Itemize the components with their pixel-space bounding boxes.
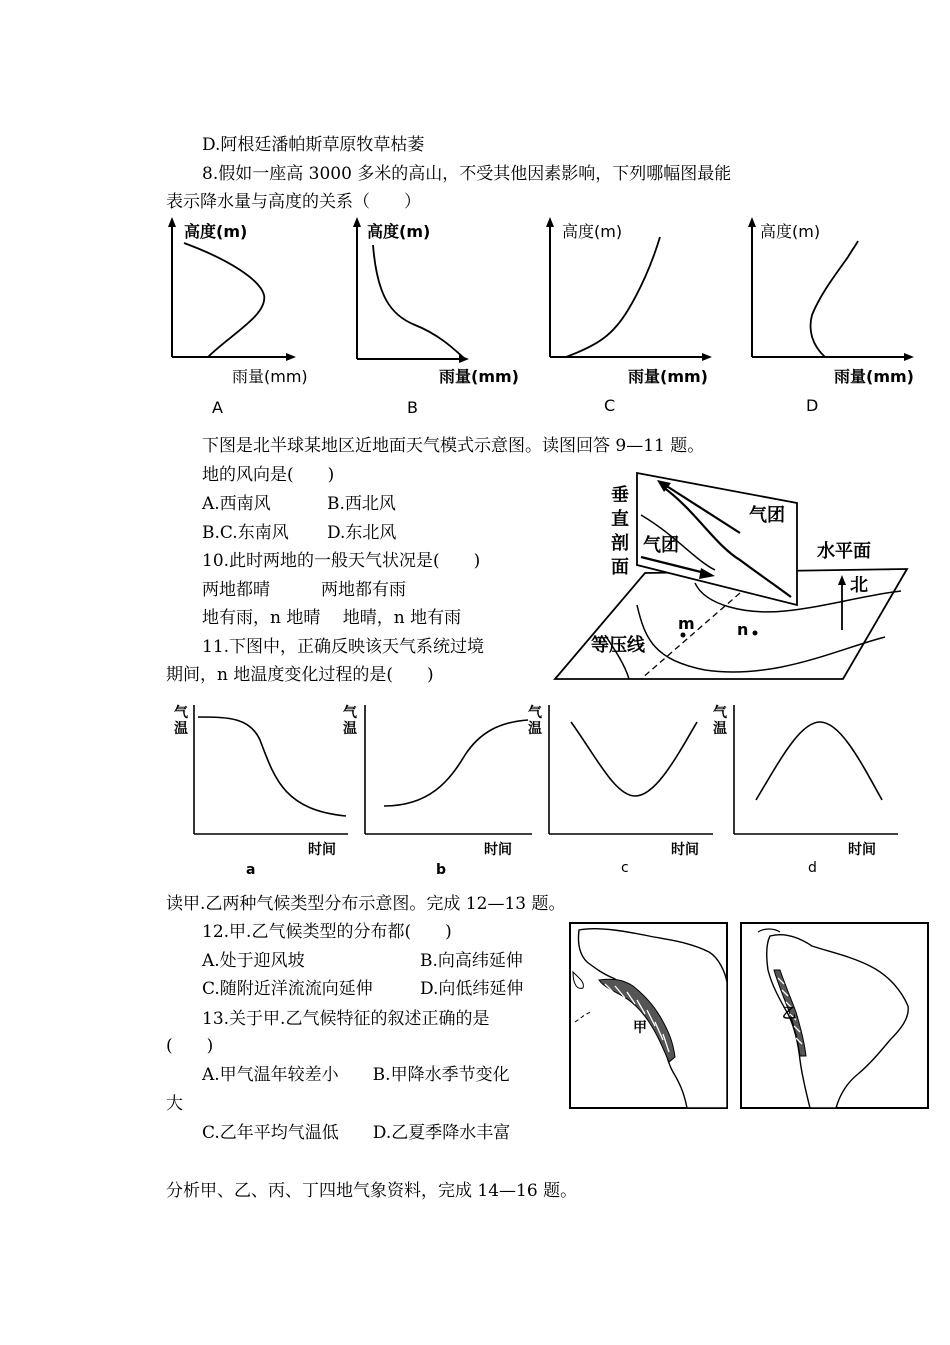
temp-a-x: 时间 [308,842,336,858]
q8-letter-a: A [212,398,223,417]
temp-b-y1: 气 [343,705,357,721]
q9-option-a: A.西南风 [202,494,271,514]
q8-d-y-label: 高度(m) [760,222,821,241]
q13-paren: ( ) [166,1036,214,1056]
temp-b-y2: 温 [343,721,357,737]
q8-c-y-label: 高度(m) [562,222,623,241]
q8-b-x-label: 雨量(mm) [439,367,519,386]
temp-letter-b: b [436,862,447,878]
label-vertical-2: 直 [611,509,629,530]
q8-graph-c [538,215,728,415]
q10-stem: 10.此时两地的一般天气状况是( ) [202,551,481,571]
temp-letter-a: a [246,862,256,878]
q8-stem-line2: 表示降水量与高度的关系（ ） [166,192,421,212]
q7-option-d: D.阿根廷潘帕斯草原牧草枯萎 [202,135,425,155]
label-air-mass-1: 气团 [749,505,785,526]
temp-c-y1: 气 [528,705,542,721]
q13-option-cd: C.乙年平均气温低 D.乙夏季降水丰富 [202,1123,511,1143]
q11-line1: 11.下图中，正确反映该天气系统过境 [202,637,485,657]
weather-intro: 下图是北半球某地区近地面天气模式示意图。读图回答 9—11 题。 [202,436,705,456]
q12-stem: 12.甲.乙气候类型的分布都( ) [202,922,452,942]
q8-d-x-label: 雨量(mm) [834,367,914,386]
q8-a-x-label: 雨量(mm) [232,367,308,386]
q8-letter-d: D [806,396,819,415]
map-jia [569,922,729,1110]
label-point-n: n [737,620,749,639]
q8-letter-b: B [407,398,418,417]
q8-letter-c: C [604,396,616,415]
label-point-m: m [678,614,695,633]
temp-letter-d: d [808,860,817,876]
q14-intro: 分析甲、乙、丙、丁四地气象资料，完成 14—16 题。 [166,1181,578,1201]
label-vertical-3: 剖 [611,533,629,554]
label-vertical-4: 面 [611,557,629,578]
temp-d-y1: 气 [713,705,727,721]
temp-graph-a [170,700,355,880]
label-air-mass-2: 气团 [643,535,679,556]
q8-a-y-label: 高度(m) [184,222,248,241]
label-horizontal-plane: 水平面 [817,541,871,562]
temp-a-y2: 温 [174,721,188,737]
q9-option-c: B.C.东南风 [202,523,289,543]
temp-c-x: 时间 [671,842,699,858]
q8-graph-a [160,215,340,415]
q9-option-d: D.东北风 [327,523,397,543]
q13-stem: 13.关于甲.乙气候特征的叙述正确的是 [202,1009,490,1029]
q13-option-ab-wrap: 大 [166,1094,183,1114]
q10-line2: 地有雨，n 地晴 地晴，n 地有雨 [202,608,462,628]
temp-d-x: 时间 [848,842,876,858]
temp-c-y2: 温 [528,721,542,737]
q9-stem: 地的风向是( ) [202,465,335,485]
weather-front-diagram [545,465,925,690]
q12-option-a: A.处于迎风坡 [202,951,305,971]
temp-letter-c: c [621,860,629,876]
temp-a-y1: 气 [174,705,188,721]
q8-c-x-label: 雨量(mm) [628,367,708,386]
temp-graph-c [525,700,720,880]
climate-intro: 读甲.乙两种气候类型分布示意图。完成 12—13 题。 [166,894,566,914]
temp-b-x: 时间 [484,842,512,858]
q13-option-ab: A.甲气温年较差小 B.甲降水季节变化 [202,1065,510,1085]
q9-option-b: B.西北风 [327,494,396,514]
label-isobar: 等压线 [591,635,645,656]
q8-graph-b [345,215,535,415]
q12-option-c: C.随附近洋流流向延伸 [202,979,373,999]
temp-graph-d [710,700,905,880]
q8-stem-line1: 8.假如一座高 3000 多米的高山，不受其他因素影响，下列哪幅图最能 [202,164,732,184]
temp-d-y2: 温 [713,721,727,737]
q12-option-b: B.向高纬延伸 [420,951,523,971]
q10-line1: 两地都晴 两地都有雨 [202,580,406,600]
map-yi [740,922,930,1110]
temp-graph-b [340,700,540,880]
label-vertical-1: 垂 [611,485,629,506]
q12-option-d: D.向低纬延伸 [420,979,524,999]
map-label-jia: 甲 [633,1020,647,1036]
q11-line2: 期间，n 地温度变化过程的是( ) [166,665,434,685]
label-north: 北 [850,575,868,596]
q8-b-y-label: 高度(m) [367,222,431,241]
map-label-yi: 乙 [782,1006,796,1022]
q8-graph-d [740,215,935,415]
